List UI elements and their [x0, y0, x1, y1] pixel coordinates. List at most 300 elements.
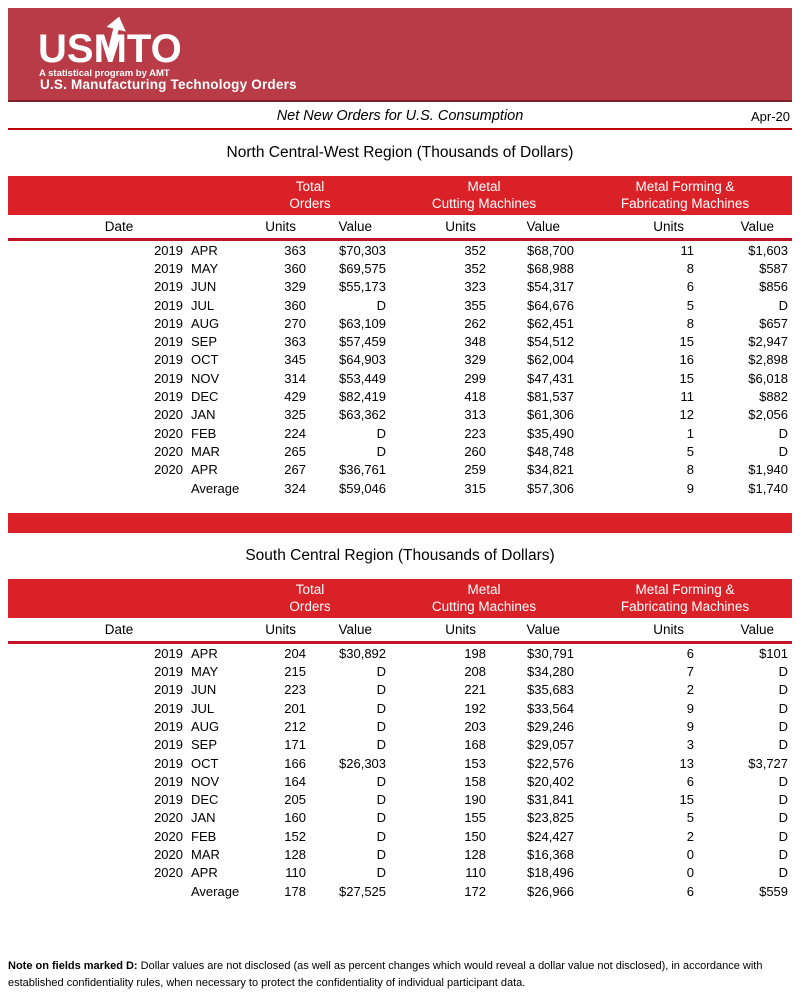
date-month: SEP	[191, 737, 218, 753]
table-row	[8, 754, 792, 772]
units-cell: 3	[686, 737, 695, 753]
value-cell: D	[376, 718, 387, 734]
banner-subtitle: U.S. Manufacturing Technology Orders	[40, 77, 297, 92]
column-header-value: Value	[698, 618, 792, 643]
date-cell	[8, 479, 240, 497]
units-cell: 8	[686, 260, 695, 276]
date-month: Average	[191, 480, 240, 496]
date-cell	[8, 882, 240, 900]
value-cell: $882	[759, 389, 789, 405]
date-cell	[8, 240, 230, 260]
report-title: Net New Orders for U.S. Consumption	[276, 108, 524, 124]
value-cell: $26,303	[339, 755, 387, 771]
date-cell	[8, 406, 230, 424]
date-month: MAR	[191, 443, 220, 459]
units-cell: 299	[464, 370, 487, 386]
date-month: OCT	[191, 755, 219, 771]
units-cell: 363	[284, 334, 306, 350]
date-month: Average	[191, 883, 240, 899]
column-header-units: Units	[578, 618, 698, 643]
date-year: 2019	[154, 792, 183, 808]
value-cell: $6,018	[748, 370, 789, 386]
value-cell: $657	[759, 315, 789, 331]
table-row	[8, 369, 792, 387]
value-cell: $1,603	[748, 242, 789, 258]
column-header-row	[8, 618, 792, 643]
date-year: 2020	[154, 810, 183, 826]
date-month: DEC	[191, 792, 219, 808]
region-title: South Central Region (Thousands of Dollars)	[245, 547, 555, 565]
units-cell: 5	[686, 810, 695, 826]
value-cell: $55,173	[339, 279, 387, 295]
units-cell: 15	[679, 792, 695, 808]
group-header-line: Orders	[289, 598, 331, 614]
date-month: JUL	[191, 700, 215, 716]
table-row	[8, 461, 792, 479]
date-year: 2019	[154, 700, 183, 716]
units-cell: 6	[686, 773, 695, 789]
date-cell	[8, 662, 230, 680]
value-cell: $31,841	[527, 792, 575, 808]
table-row	[8, 827, 792, 845]
table-row	[8, 643, 792, 663]
date-month: APR	[191, 462, 218, 478]
date-cell	[8, 296, 230, 314]
table-row	[8, 278, 792, 296]
units-cell: 262	[464, 315, 487, 331]
date-month: AUG	[191, 315, 220, 331]
units-cell: 5	[686, 297, 695, 313]
units-cell: 192	[464, 700, 487, 716]
table-header-band	[8, 176, 792, 215]
date-cell	[8, 643, 230, 663]
units-cell: 204	[284, 645, 306, 661]
value-cell: $101	[759, 645, 789, 661]
units-cell: 6	[686, 645, 695, 661]
value-cell: $63,109	[339, 315, 387, 331]
date-year: 2019	[154, 718, 183, 734]
date-cell	[8, 736, 230, 754]
units-cell: 155	[464, 810, 487, 826]
units-cell: 329	[284, 279, 306, 295]
date-year: 2020	[154, 847, 183, 863]
units-cell: 13	[679, 755, 695, 771]
date-year: 2019	[154, 664, 183, 680]
value-cell: $20,402	[527, 773, 575, 789]
date-cell	[8, 791, 230, 809]
units-cell: 12	[679, 407, 695, 423]
units-cell: 110	[465, 865, 487, 881]
value-cell: D	[376, 792, 387, 808]
orders-table	[8, 176, 792, 497]
value-cell: D	[778, 737, 789, 753]
table-row	[8, 259, 792, 277]
units-cell: 16	[679, 352, 695, 368]
table-row	[8, 882, 792, 900]
column-header-value: Value	[698, 215, 792, 240]
date-year: 2019	[154, 297, 183, 313]
units-cell: 324	[284, 480, 306, 496]
units-cell: 348	[464, 334, 487, 350]
column-header-units: Units	[230, 215, 310, 240]
units-cell: 9	[686, 700, 695, 716]
date-year: 2020	[154, 425, 183, 441]
date-cell	[8, 424, 230, 442]
date-cell	[8, 809, 230, 827]
date-month: OCT	[191, 352, 219, 368]
group-header-line: Metal Forming &	[635, 582, 735, 598]
group-header-line: Metal Forming &	[635, 179, 735, 194]
value-cell: D	[778, 865, 789, 881]
value-cell: $61,306	[527, 407, 575, 423]
units-cell: 313	[464, 407, 487, 423]
column-header-value: Value	[310, 618, 390, 643]
report-page	[8, 0, 792, 991]
date-cell	[8, 681, 230, 699]
date-year: 2019	[154, 773, 183, 789]
group-header-metal-cutting	[390, 176, 578, 215]
table-row	[8, 424, 792, 442]
date-cell	[8, 442, 230, 460]
value-cell: $559	[759, 883, 789, 899]
table-row	[8, 314, 792, 332]
units-cell: 168	[464, 737, 487, 753]
date-cell	[8, 332, 230, 350]
orders-table	[8, 579, 792, 900]
date-month: APR	[191, 645, 218, 661]
column-header-value: Value	[490, 618, 578, 643]
value-cell: D	[376, 865, 387, 881]
units-cell: 260	[464, 443, 487, 459]
date-month: JUN	[191, 682, 217, 698]
table-row	[8, 442, 792, 460]
value-cell: D	[778, 718, 789, 734]
value-cell: D	[376, 682, 387, 698]
units-cell: 150	[464, 828, 487, 844]
value-cell: $26,966	[527, 883, 575, 899]
date-year: 2020	[154, 828, 183, 844]
value-cell: $54,512	[527, 334, 575, 350]
date-cell	[8, 772, 230, 790]
date-cell	[8, 351, 230, 369]
units-cell: 2	[686, 828, 695, 844]
value-cell: $2,947	[748, 334, 789, 350]
table-header-band	[8, 579, 792, 618]
date-year: 2019	[154, 242, 183, 258]
units-cell: 6	[686, 883, 695, 899]
value-cell: $70,303	[339, 242, 387, 258]
value-cell: D	[376, 664, 387, 680]
units-cell: 360	[284, 260, 306, 276]
date-cell	[8, 461, 230, 479]
group-header-metal-cutting	[390, 579, 578, 618]
units-cell: 11	[680, 389, 695, 405]
value-cell: $57,306	[527, 480, 575, 496]
date-cell	[8, 717, 230, 735]
value-cell: D	[778, 828, 789, 844]
date-month: DEC	[191, 389, 219, 405]
date-month: JUN	[191, 279, 217, 295]
table-row	[8, 479, 792, 497]
units-cell: 178	[284, 883, 306, 899]
date-cell	[8, 259, 230, 277]
value-cell: $47,431	[527, 370, 575, 386]
date-year: 2020	[154, 462, 183, 478]
units-cell: 221	[464, 682, 487, 698]
value-cell: D	[778, 847, 789, 863]
units-cell: 208	[464, 664, 487, 680]
value-cell: $68,700	[527, 242, 575, 258]
logo-tagline: A statistical program by AMT	[39, 68, 170, 79]
table-row	[8, 351, 792, 369]
value-cell: $62,451	[527, 315, 575, 331]
group-header-line: Total	[295, 582, 325, 598]
value-cell: D	[778, 425, 789, 441]
date-year: 2019	[154, 279, 183, 295]
units-cell: 15	[679, 334, 695, 350]
group-header-line: Metal	[467, 179, 501, 194]
value-cell: D	[376, 737, 387, 753]
value-cell: $16,368	[527, 847, 575, 863]
table-row	[8, 332, 792, 350]
band-spacer	[8, 579, 230, 618]
table-row	[8, 681, 792, 699]
units-cell: 190	[464, 792, 487, 808]
value-cell: $59,046	[339, 480, 387, 496]
group-header-metal-forming	[578, 579, 792, 618]
units-cell: 6	[686, 279, 695, 295]
footnote	[8, 958, 792, 991]
units-cell: 352	[464, 260, 487, 276]
column-header-units: Units	[390, 618, 490, 643]
value-cell: $23,825	[527, 810, 575, 826]
value-cell: D	[376, 297, 387, 313]
date-year: 2019	[154, 389, 183, 405]
group-header-line: Fabricating Machines	[620, 598, 750, 614]
date-month: NOV	[191, 370, 220, 386]
units-cell: 128	[284, 847, 306, 863]
units-cell: 198	[464, 645, 487, 661]
units-cell: 2	[686, 682, 695, 698]
table-row	[8, 296, 792, 314]
region-section-north-central-west	[8, 144, 792, 497]
column-header-value: Value	[490, 215, 578, 240]
group-header-line: Total	[295, 179, 325, 194]
group-header-line: Orders	[289, 195, 331, 211]
value-cell: D	[376, 700, 387, 716]
group-header-line: Fabricating Machines	[620, 195, 750, 211]
units-cell: 164	[284, 773, 306, 789]
units-cell: 0	[686, 865, 695, 881]
date-month: APR	[191, 242, 218, 258]
date-month: JAN	[191, 407, 216, 423]
column-header-units: Units	[230, 618, 310, 643]
units-cell: 429	[284, 389, 306, 405]
date-cell	[8, 369, 230, 387]
date-cell	[8, 864, 230, 882]
band-spacer	[8, 176, 230, 215]
date-cell	[8, 845, 230, 863]
value-cell: $62,004	[527, 352, 575, 368]
units-cell: 325	[284, 407, 306, 423]
units-cell: 215	[284, 664, 306, 680]
table-row	[8, 717, 792, 735]
group-header-line: Cutting Machines	[431, 598, 537, 614]
value-cell: $27,525	[339, 883, 387, 899]
units-cell: 9	[686, 480, 695, 496]
value-cell: D	[778, 700, 789, 716]
value-cell: $30,791	[527, 645, 575, 661]
date-year: 2019	[154, 682, 183, 698]
units-cell: 8	[686, 315, 695, 331]
date-month: APR	[191, 865, 218, 881]
date-month: NOV	[191, 773, 220, 789]
units-cell: 158	[464, 773, 487, 789]
region-section-south-central	[8, 547, 792, 900]
value-cell: $63,362	[339, 407, 387, 423]
units-cell: 152	[284, 828, 306, 844]
units-cell: 363	[284, 242, 306, 258]
value-cell: $1,740	[748, 480, 789, 496]
date-cell	[8, 278, 230, 296]
column-header-date: Date	[8, 215, 230, 240]
units-cell: 212	[284, 718, 306, 734]
units-cell: 267	[284, 462, 306, 478]
units-cell: 1	[686, 425, 695, 441]
value-cell: $34,280	[527, 664, 575, 680]
date-month: MAY	[191, 664, 219, 680]
units-cell: 323	[464, 279, 487, 295]
units-cell: 166	[284, 755, 306, 771]
column-header-units: Units	[390, 215, 490, 240]
section-divider	[8, 513, 792, 533]
table-row	[8, 809, 792, 827]
date-month: JAN	[191, 810, 216, 826]
value-cell: D	[778, 682, 789, 698]
value-cell: $57,459	[339, 334, 387, 350]
units-cell: 329	[464, 352, 487, 368]
usmto-logo	[38, 16, 268, 82]
units-cell: 270	[284, 315, 306, 331]
units-cell: 223	[464, 425, 487, 441]
units-cell: 171	[284, 737, 306, 753]
units-cell: 201	[284, 700, 306, 716]
value-cell: $29,057	[527, 737, 575, 753]
units-cell: 128	[464, 847, 487, 863]
units-cell: 7	[686, 664, 695, 680]
group-header-line: Cutting Machines	[431, 195, 537, 211]
value-cell: $1,940	[748, 462, 789, 478]
table-row	[8, 845, 792, 863]
units-cell: 345	[284, 352, 306, 368]
units-cell: 418	[464, 389, 487, 405]
units-cell: 11	[680, 242, 695, 258]
date-month: FEB	[191, 425, 217, 441]
date-month: MAR	[191, 847, 220, 863]
units-cell: 223	[284, 682, 306, 698]
table-row	[8, 791, 792, 809]
units-cell: 5	[686, 443, 695, 459]
table-row	[8, 662, 792, 680]
units-cell: 110	[285, 865, 306, 881]
value-cell: D	[778, 297, 789, 313]
date-year: 2019	[154, 755, 183, 771]
value-cell: D	[376, 847, 387, 863]
date-month: SEP	[191, 334, 218, 350]
table-row	[8, 240, 792, 260]
value-cell: $54,317	[527, 279, 575, 295]
footnote-label: Note on fields marked D:	[8, 960, 138, 973]
usmto-banner	[8, 8, 792, 102]
units-cell: 153	[464, 755, 487, 771]
group-header-line: Metal	[467, 582, 501, 598]
value-cell: D	[376, 443, 387, 459]
value-cell: $856	[759, 279, 789, 295]
value-cell: D	[376, 828, 387, 844]
value-cell: $18,496	[527, 865, 575, 881]
value-cell: D	[376, 425, 387, 441]
column-header-row	[8, 215, 792, 240]
date-cell	[8, 699, 230, 717]
date-year: 2019	[154, 737, 183, 753]
units-cell: 203	[464, 718, 487, 734]
value-cell: $81,537	[527, 389, 575, 405]
units-cell: 259	[464, 462, 487, 478]
date-year: 2020	[154, 443, 183, 459]
table-row	[8, 406, 792, 424]
units-cell: 15	[679, 370, 695, 386]
date-year: 2020	[154, 865, 183, 881]
date-cell	[8, 827, 230, 845]
report-date: Apr-20	[750, 109, 790, 124]
units-cell: 360	[284, 297, 306, 313]
table-row	[8, 387, 792, 405]
value-cell: $3,727	[748, 755, 789, 771]
column-header-date: Date	[8, 618, 230, 643]
value-cell: $82,419	[339, 389, 387, 405]
footnote-text: Dollar values are not disclosed (as well as percent changes which would reveal a dollar value not disclosed), in accordance with established confidentiality rules, when necessary to protect the confidentiality of individual participant data.	[8, 960, 763, 989]
units-cell: 172	[464, 883, 487, 899]
date-month: JUL	[191, 297, 215, 313]
table-row	[8, 864, 792, 882]
group-header-total-orders	[230, 176, 390, 215]
column-header-units: Units	[578, 215, 698, 240]
report-title-row	[8, 106, 792, 130]
value-cell: $64,676	[527, 297, 575, 313]
table-row	[8, 699, 792, 717]
value-cell: $2,056	[748, 407, 789, 423]
value-cell: $29,246	[527, 718, 575, 734]
value-cell: $36,761	[339, 462, 387, 478]
date-year: 2019	[154, 370, 183, 386]
date-cell	[8, 314, 230, 332]
units-cell: 205	[284, 792, 306, 808]
region-title: North Central-West Region (Thousands of Dollars)	[226, 144, 574, 161]
value-cell: D	[376, 773, 387, 789]
date-month: MAY	[191, 260, 219, 276]
date-year: 2019	[154, 645, 183, 661]
units-cell: 314	[284, 370, 306, 386]
value-cell: D	[778, 792, 789, 808]
value-cell: $64,903	[339, 352, 387, 368]
table-row	[8, 772, 792, 790]
value-cell: $35,683	[527, 682, 575, 698]
value-cell: D	[778, 810, 789, 826]
column-header-value: Value	[310, 215, 390, 240]
value-cell: $53,449	[339, 370, 387, 386]
value-cell: $48,748	[527, 443, 575, 459]
date-year: 2020	[154, 407, 183, 423]
